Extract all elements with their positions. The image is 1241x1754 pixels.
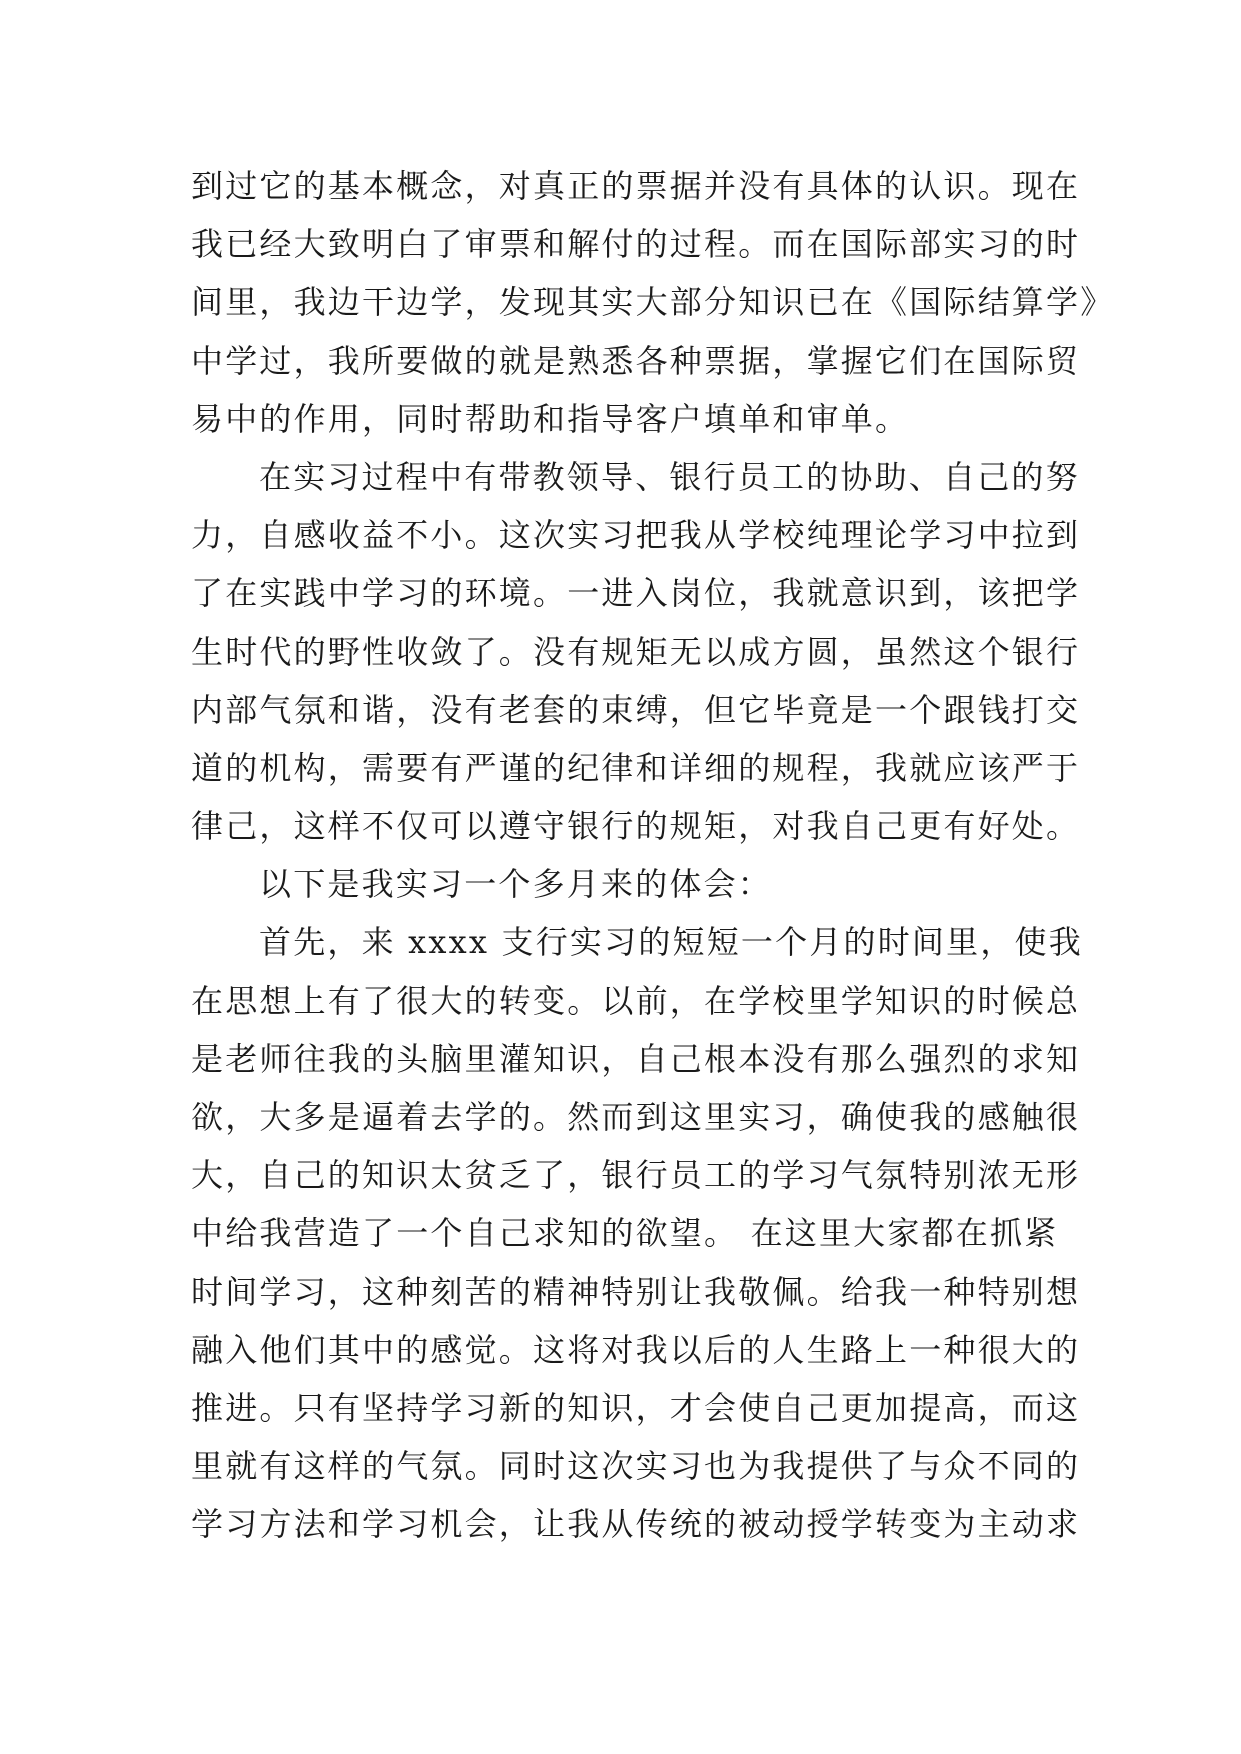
text-line: 力，自感收益不小。这次实习把我从学校纯理论学习中拉到 xyxy=(191,516,1081,555)
text-line: 融入他们其中的感觉。这将对我以后的人生路上一种很大的 xyxy=(191,1330,1081,1369)
text-line: 道的机构，需要有严谨的纪律和详细的规程，我就应该严于 xyxy=(191,748,1081,787)
text-line: 了在实践中学习的环境。一进入岗位，我就意识到，该把学 xyxy=(191,574,1081,613)
text-line: 中学过，我所要做的就是熟悉各种票据，掌握它们在国际贸 xyxy=(191,341,1081,380)
text-line: 生时代的野性收敛了。没有规矩无以成方圆，虽然这个银行 xyxy=(191,632,1081,671)
body-text xyxy=(191,157,1115,1554)
text-line: 易中的作用，同时帮助和指导客户填单和审单。 xyxy=(191,399,910,438)
text-line: 推进。只有坚持学习新的知识，才会使自己更加提高，而这 xyxy=(191,1388,1081,1427)
text-line: 是老师往我的头脑里灌知识，自己根本没有那么强烈的求知 xyxy=(191,1039,1081,1078)
text-line: 大，自己的知识太贫乏了，银行员工的学习气氛特别浓无形 xyxy=(191,1156,1081,1195)
text-line: 时间学习，这种刻苦的精神特别让我敬佩。给我一种特别想 xyxy=(191,1272,1081,1311)
paragraph-start-line: 以下是我实习一个多月来的体会： xyxy=(259,865,773,904)
paragraph-start-line: 首先，来 xxxx 支行实习的短短一个月的时间里，使我 xyxy=(259,923,1083,962)
text-line: 在思想上有了很大的转变。以前，在学校里学知识的时候总 xyxy=(191,981,1081,1020)
text-line: 学习方法和学习机会，让我从传统的被动授学转变为主动求 xyxy=(191,1505,1081,1544)
text-line: 我已经大致明白了审票和解付的过程。而在国际部实习的时 xyxy=(191,225,1081,264)
text-line: 里就有这样的气氛。同时这次实习也为我提供了与众不同的 xyxy=(191,1447,1081,1486)
text-line: 间里，我边干边学，发现其实大部分知识已在《国际结算学》 xyxy=(191,283,1115,322)
text-line: 内部气氛和谐，没有老套的束缚，但它毕竟是一个跟钱打交 xyxy=(191,690,1081,729)
paragraph-start-line: 在实习过程中有带教领导、银行员工的协助、自己的努 xyxy=(259,457,1080,496)
text-line: 欲，大多是逼着去学的。然而到这里实习，确使我的感触很 xyxy=(191,1098,1081,1136)
text-line: 到过它的基本概念，对真正的票据并没有具体的认识。现在 xyxy=(191,167,1081,205)
text-line: 律己，这样不仅可以遵守银行的规矩，对我自己更有好处。 xyxy=(191,807,1081,846)
text-line: 中给我营造了一个自己求知的欲望。 在这里大家都在抓紧 xyxy=(191,1214,1059,1253)
